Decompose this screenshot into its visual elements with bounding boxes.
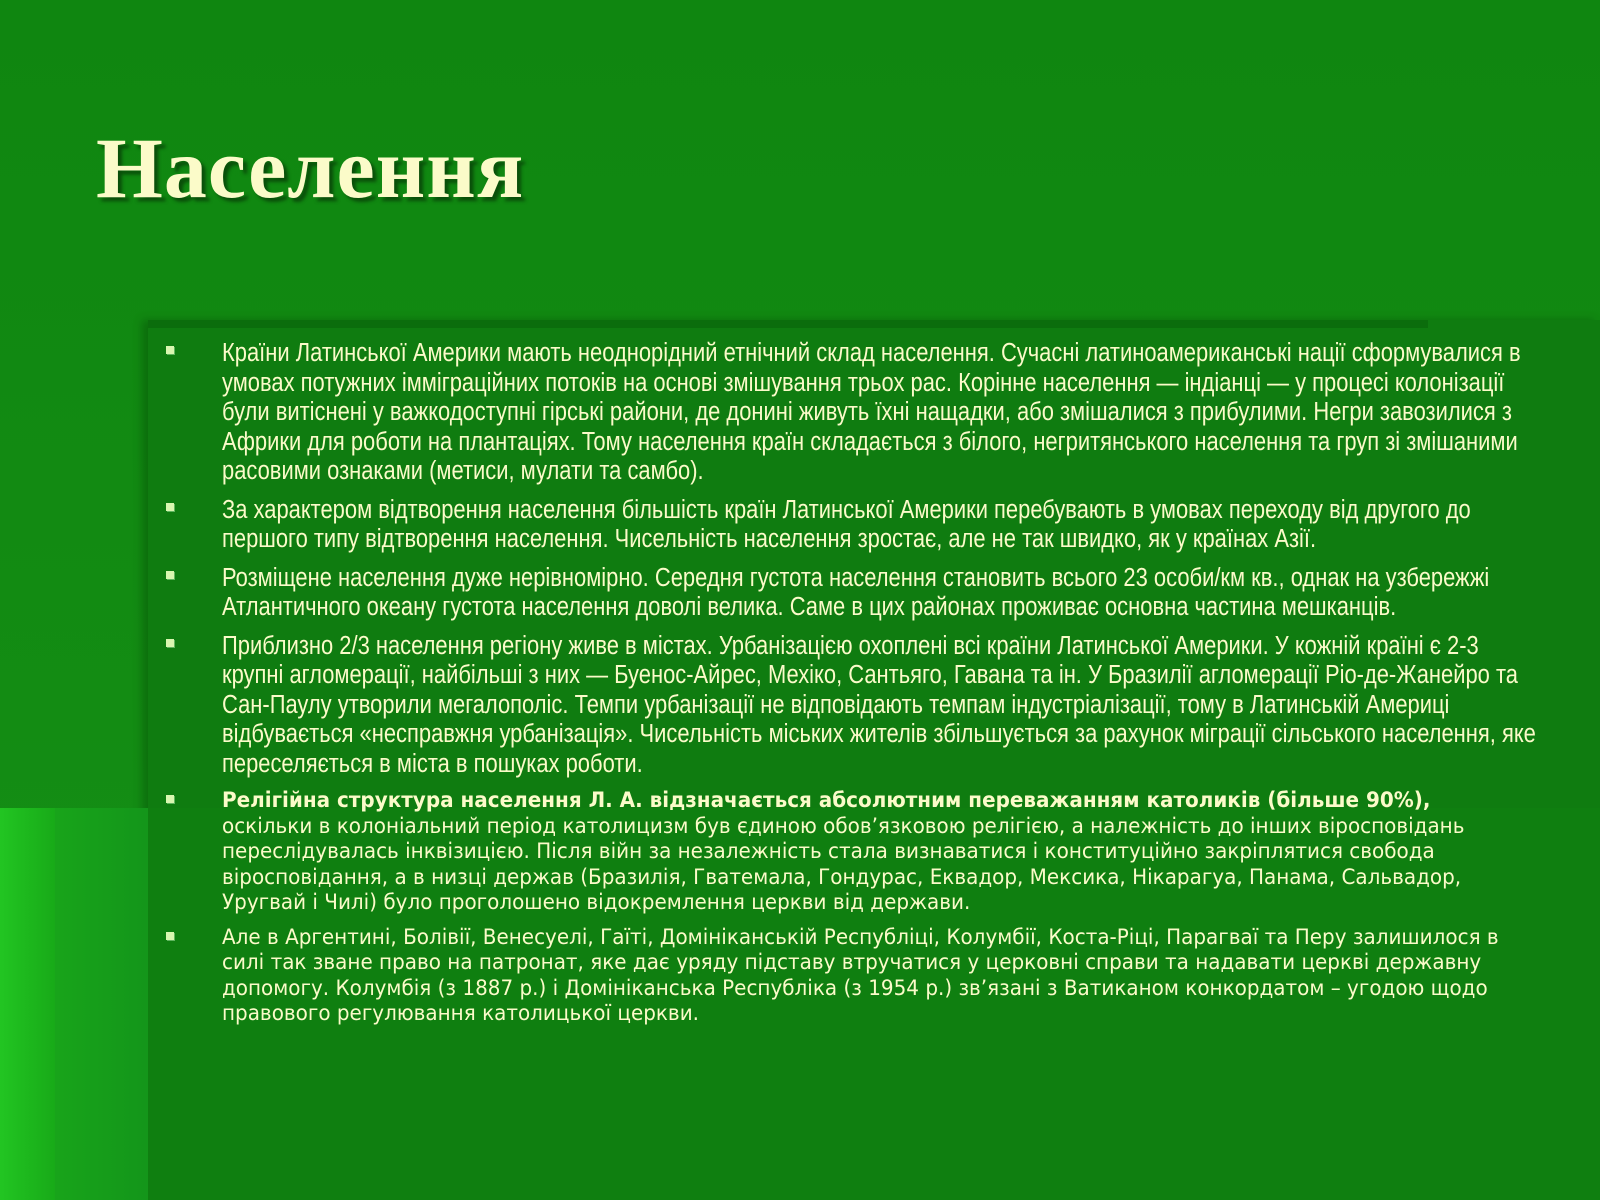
bullet-item <box>160 788 1540 916</box>
bullet-text: Приблизно 2/3 населення регіону живе в містах. Урбанізацією охоплені всі країни Латинської Америки. У кожній країні є 2-3 крупні агломерації, найбільші з них — Буенос-Айрес, Мехіко, Сантьяго, Гавана та ін. У Бразилії агломерації Ріо-де-Жанейро та Сан-Паулу утворили мегалополіс. Темпи урбанізації не відповідають темпам індустріалізації, тому в Латинській Америці відбувається «несправжня урбанізація». Чисельність міських жителів збільшується за рахунок міграції сільського населення, яке переселяється в міста в пошуках роботи. <box>222 631 1536 778</box>
bullet-square-icon <box>166 795 174 803</box>
bullet-square-icon <box>166 346 174 354</box>
bullet-square-icon <box>166 932 174 940</box>
bullet-text: Країни Латинської Америки мають неоднорідний етнічний склад населення. Сучасні латиноамериканські нації сформувалися в умовах потужних імміграційних потоків на основі змішування трьох рас. Корінне населення — індіанці — у процесі колонізації були витіснені у важкодоступні гірські райони, де донині живуть їхні нащадки, або змішалися з прибулими. Негри завозилися з Африки для роботи на плантаціях. Тому населення країн складається з білого, негритянського населення та груп зі змішаними расовими ознаками (метиси, мулати та самбо). <box>222 339 1521 485</box>
bullet-list <box>160 339 1540 1036</box>
bullet-rest-text: оскільки в колоніальний період католицизм був єдиною обов’язковою релігією, а належність до інших віросповідань переслідувалась інквізицією. Після війн за незалежність стала визнаватися і конституційно закріплятися свобода віросповідання, а в низці держав (Бразилія, Гватемала, Гондурас, Еквадор, Мексика, Нікарагуа, Панама, Сальвадор, Уругвай і Чилі) було проголошено відокремлення церкви від держави. <box>222 813 1465 914</box>
bullet-text <box>222 788 1524 916</box>
bullet-item <box>160 496 1540 555</box>
decorative-glow <box>0 808 60 1200</box>
bullet-text: За характером відтворення населення більшість країн Латинської Америки перебувають в умовах переходу від другого до першого типу відтворення населення. Чисельність населення зростає, але не так швидко, як у країнах Азії. <box>222 495 1471 553</box>
bullet-square-icon <box>166 571 174 579</box>
slide-title: Населення <box>96 120 525 216</box>
bullet-item <box>160 339 1540 487</box>
bullet-square-icon <box>166 639 174 647</box>
bullet-square-icon <box>166 503 174 511</box>
bullet-bold-text: Релігійна структура населення Л. А. відзначається абсолютним переважанням католиків (більше 90%), <box>222 788 1431 812</box>
bullet-text: Але в Аргентині, Болівії, Венесуелі, Гаїті, Домініканській Республіці, Колумбії, Коста-Ріці, Парагваї та Перу залишилося в силі так зване право на патронат, яке дає уряду підставу втручатися у церковні справи та надавати церкві державну допомогу. Колумбія (з 1887 р.) і Домініканська Республіка (з 1954 р.) зв’язані з Ватиканом конкордатом – угодою щодо правового регулювання католицької церкви. <box>222 924 1499 1025</box>
content-panel-top-edge <box>148 320 1428 328</box>
bullet-text: Розміщене населення дуже нерівномірно. Середня густота населення становить всього 23 особи/км кв., однак на узбережжі Атлантичного океану густота населення доволі велика. Саме в цих районах проживає основна частина мешканців. <box>222 563 1490 621</box>
bullet-item <box>160 632 1540 780</box>
bullet-item <box>160 564 1540 623</box>
bullet-item <box>160 925 1540 1027</box>
